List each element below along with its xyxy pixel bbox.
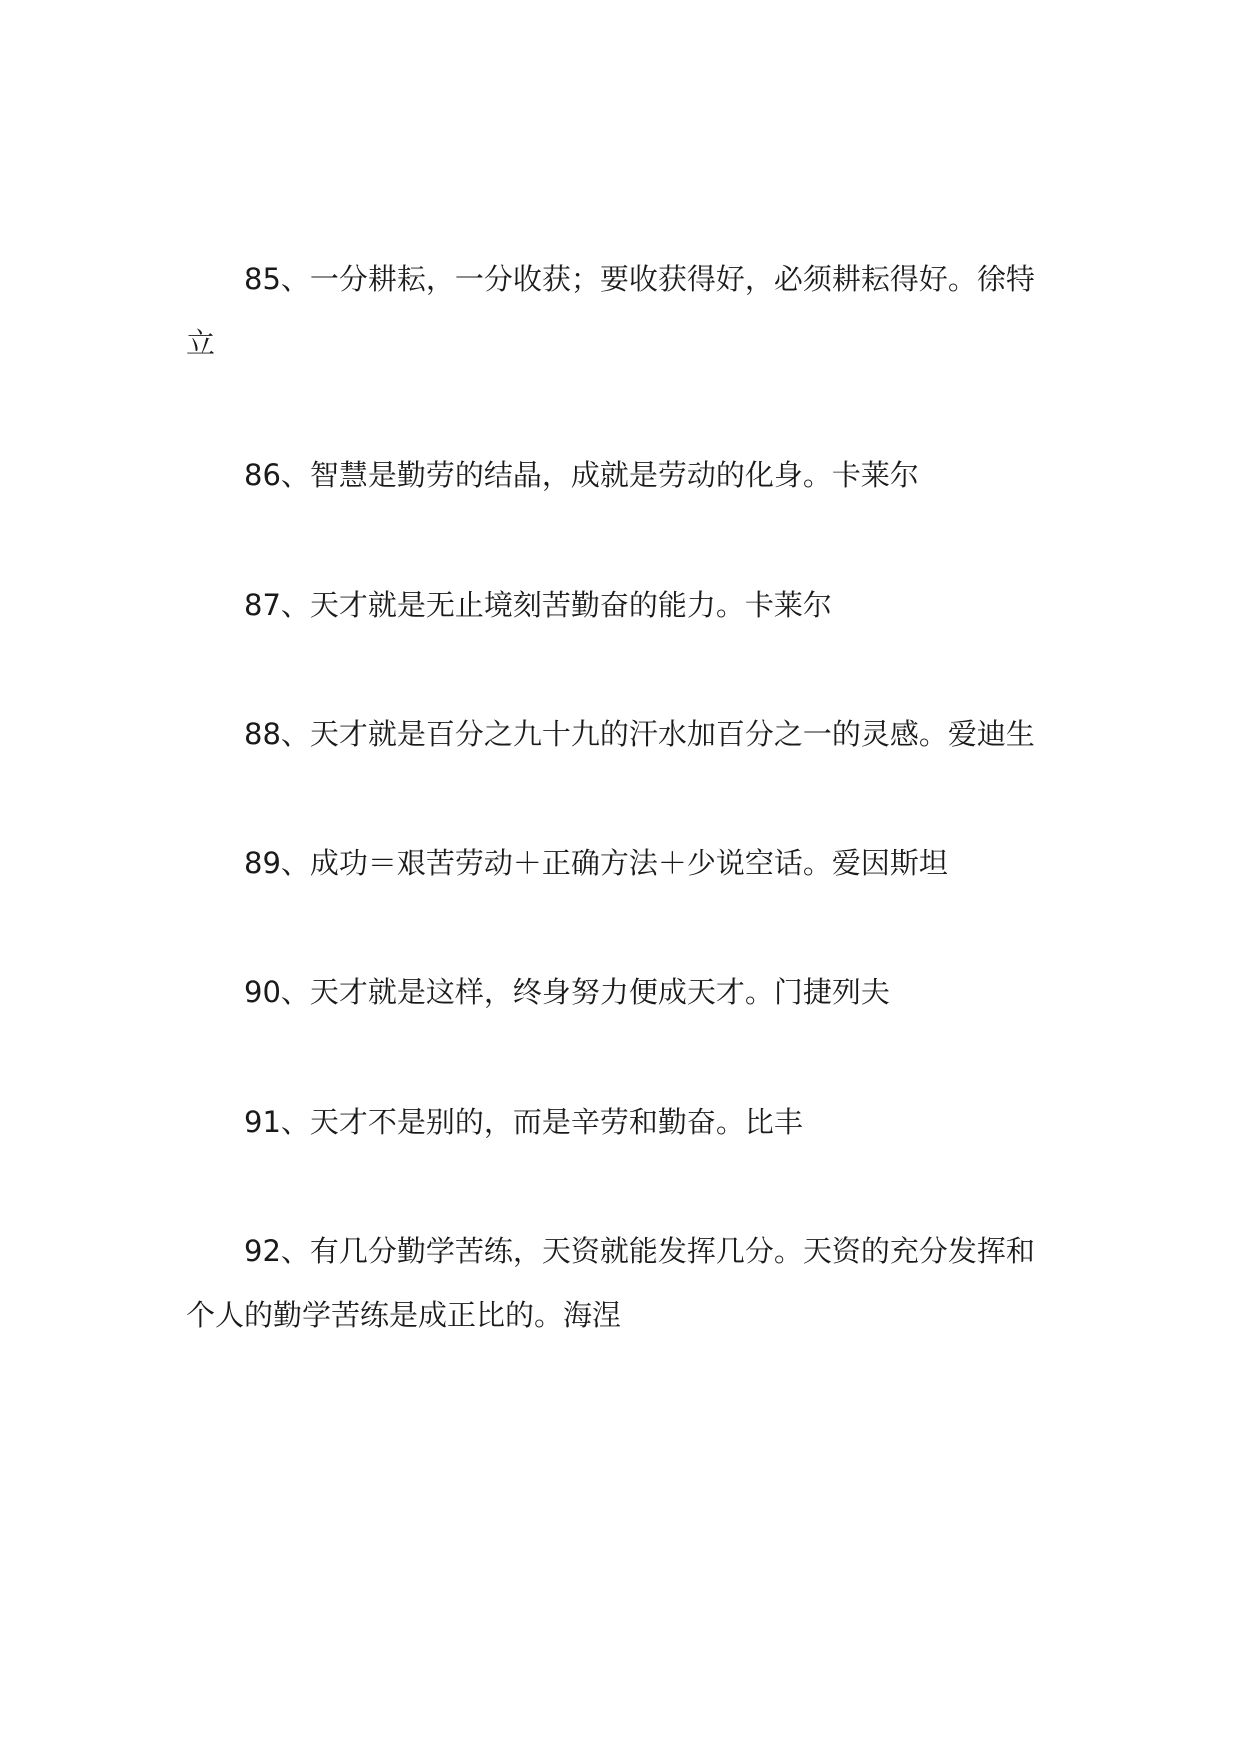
quote-92: 92、有几分勤学苦练，天资就能发挥几分。天资的充分发挥和个人的勤学苦练是成正比的。海涅 xyxy=(186,1234,1035,1332)
quote-87: 87、天才就是无止境刻苦勤奋的能力。卡莱尔 xyxy=(244,588,832,622)
quote-91: 91、天才不是别的，而是辛劳和勤奋。比丰 xyxy=(244,1105,803,1139)
quote-90: 90、天才就是这样，终身努力便成天才。门捷列夫 xyxy=(244,975,890,1009)
quote-89: 89、成功＝艰苦劳动＋正确方法＋少说空话。爱因斯坦 xyxy=(244,846,948,880)
quote-85: 85、一分耕耘，一分收获；要收获得好，必须耕耘得好。徐特立 xyxy=(186,262,1035,360)
quote-86: 86、智慧是勤劳的结晶，成就是劳动的化身。卡莱尔 xyxy=(244,458,919,492)
quote-88: 88、天才就是百分之九十九的汗水加百分之一的灵感。爱迪生 xyxy=(244,717,1035,751)
